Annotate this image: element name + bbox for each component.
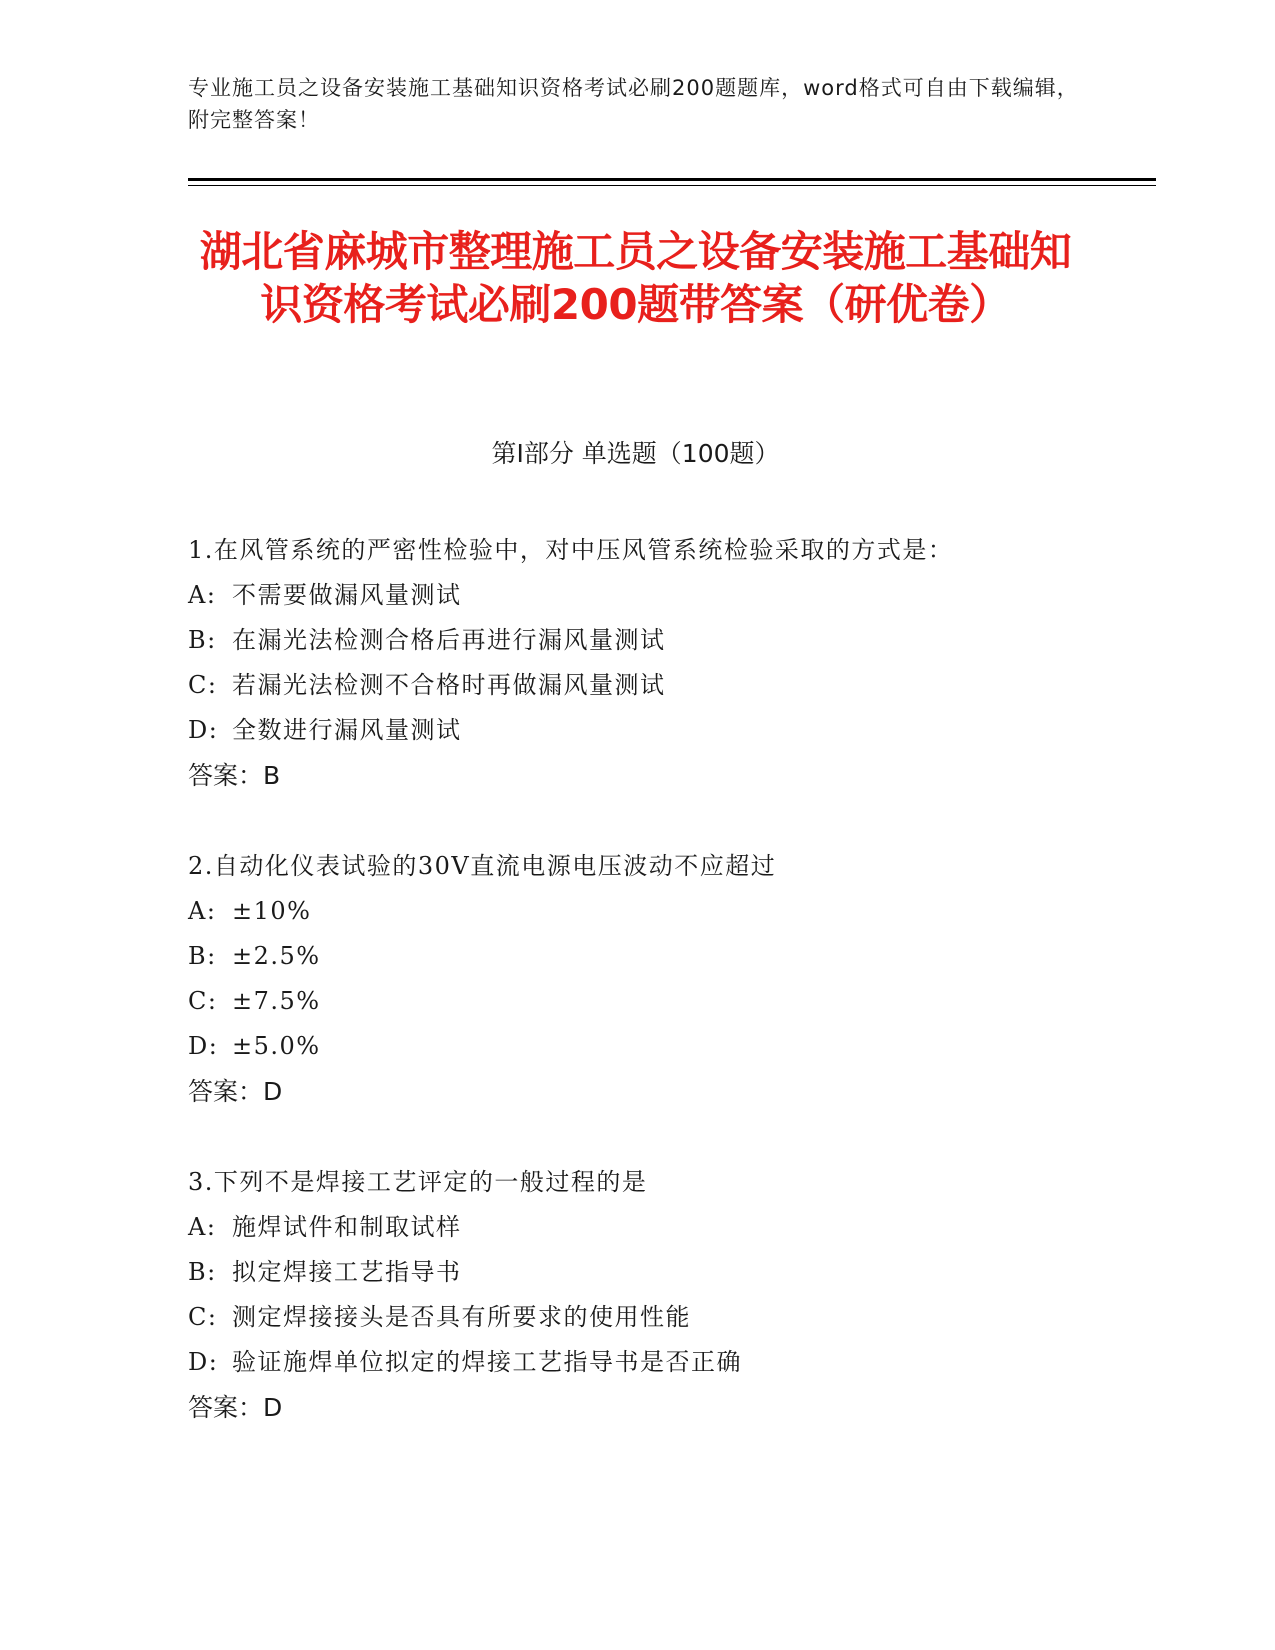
option-letter: A: bbox=[188, 581, 217, 609]
question-list bbox=[188, 528, 1148, 1476]
option-letter: C: bbox=[188, 1303, 218, 1331]
answer: 答案：D bbox=[188, 1393, 283, 1422]
section-title: 第Ⅰ部分 单选题（100题） bbox=[491, 439, 780, 468]
option-text: 拟定焊接工艺指导书 bbox=[232, 1258, 462, 1286]
option-a bbox=[188, 1205, 1148, 1250]
option-b bbox=[188, 934, 1148, 979]
option-c bbox=[188, 1295, 1148, 1340]
question-3 bbox=[188, 1160, 1148, 1430]
option-text: 不需要做漏风量测试 bbox=[232, 581, 462, 609]
option-letter: C: bbox=[188, 987, 218, 1015]
answer: 答案：B bbox=[188, 761, 281, 790]
option-letter: A: bbox=[188, 1213, 217, 1241]
option-text: ±7.5% bbox=[232, 987, 321, 1015]
question-1 bbox=[188, 528, 1148, 798]
option-letter: B: bbox=[188, 942, 217, 970]
option-b bbox=[188, 1250, 1148, 1295]
option-d bbox=[188, 708, 1148, 753]
option-letter: D: bbox=[188, 1032, 219, 1060]
option-b bbox=[188, 618, 1148, 663]
option-letter: B: bbox=[188, 1258, 217, 1286]
option-text: 若漏光法检测不合格时再做漏风量测试 bbox=[232, 671, 666, 699]
question-stem: 1.在风管系统的严密性检验中，对中压风管系统检验采取的方式是： bbox=[188, 536, 954, 564]
option-text: 在漏光法检测合格后再进行漏风量测试 bbox=[232, 626, 666, 654]
question-2 bbox=[188, 844, 1148, 1114]
option-letter: A: bbox=[188, 897, 217, 925]
option-a bbox=[188, 889, 1148, 934]
option-letter: D: bbox=[188, 1348, 219, 1376]
option-letter: C: bbox=[188, 671, 218, 699]
header-rule-thick bbox=[188, 178, 1156, 181]
question-stem: 2.自动化仪表试验的30V直流电源电压波动不应超过 bbox=[188, 852, 777, 880]
option-text: 全数进行漏风量测试 bbox=[232, 716, 462, 744]
option-text: ±10% bbox=[232, 897, 312, 925]
header-note: 专业施工员之设备安装施工基础知识资格考试必刷200题题库，word格式可自由下载编辑，附完整答案！ bbox=[188, 76, 1079, 132]
option-d bbox=[188, 1340, 1148, 1385]
answer: 答案：D bbox=[188, 1077, 283, 1106]
header-rule-thin bbox=[188, 185, 1156, 186]
option-a bbox=[188, 573, 1148, 618]
option-text: ±5.0% bbox=[232, 1032, 321, 1060]
option-d bbox=[188, 1024, 1148, 1069]
option-c bbox=[188, 979, 1148, 1024]
option-c bbox=[188, 663, 1148, 708]
option-text: 施焊试件和制取试样 bbox=[232, 1213, 462, 1241]
question-stem: 3.下列不是焊接工艺评定的一般过程的是 bbox=[188, 1168, 648, 1196]
document-title: 湖北省麻城市整理施工员之设备安装施工基础知识资格考试必刷200题带答案（研优卷） bbox=[199, 227, 1072, 329]
option-text: 验证施焊单位拟定的焊接工艺指导书是否正确 bbox=[232, 1348, 742, 1376]
option-letter: B: bbox=[188, 626, 217, 654]
option-letter: D: bbox=[188, 716, 219, 744]
option-text: ±2.5% bbox=[232, 942, 321, 970]
option-text: 测定焊接接头是否具有所要求的使用性能 bbox=[232, 1303, 691, 1331]
